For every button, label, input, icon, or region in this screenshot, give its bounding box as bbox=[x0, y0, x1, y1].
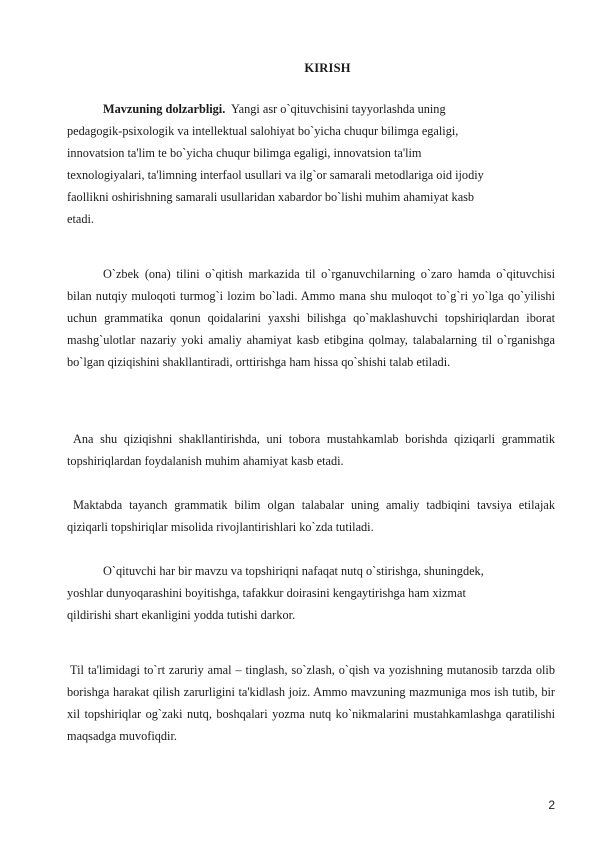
relevance-line: Yangi asr o`qituvchisini tayyorlashda uning bbox=[231, 102, 446, 116]
relevance-lead: Mavzuning dolzarbligi. bbox=[103, 102, 226, 116]
paragraph-school: Maktabda tayanch grammatik bilim olgan talabalar uning amaliy tadbiqini tavsiya etilajak qiziqarli topshiriqlar misolida rivojlantirishlari ko`zda tutiladi. bbox=[67, 498, 555, 534]
relevance-line: faollikni oshirishning samarali usullaridan xabardor bo`lishi muhim ahamiyat kasb bbox=[67, 190, 475, 204]
paragraph-relevance bbox=[67, 98, 555, 230]
teacher-line: O`qituvchi har bir mavzu va topshiriqni nafaqat nutq o`stirishga, shuningdek, bbox=[103, 564, 484, 578]
relevance-line: pedagogik-psixologik va intellektual salohiyat bo`yicha chuqur bilimga egaligi, bbox=[67, 124, 459, 138]
relevance-line: innovatsion ta'lim te bo`yicha chuqur bilimga egaligi, innovatsion ta'lim bbox=[67, 146, 422, 160]
relevance-line: texnologiyalari, ta'limning interfaol usullari va ilg`or samarali metodlariga oid ijodiy bbox=[67, 168, 484, 182]
paragraph-teacher bbox=[67, 560, 555, 626]
paragraph-interest: Ana shu qiziqishni shakllantirishda, uni tobora mustahkamlab borishda qiziqarli grammatik topshiriqlardan foydalanish muhim ahamiyat kasb etadi. bbox=[67, 432, 555, 468]
page-number: 2 bbox=[548, 798, 555, 812]
page-title: KIRISH bbox=[304, 61, 351, 75]
relevance-line: etadi. bbox=[67, 212, 94, 226]
paragraph-four-skills: Til ta'limidagi to`rt zaruriy amal – tinglash, so`zlash, o`qish va yozishning mutanosib tarzda olib borishga harakat qilish zarurligini ta'kidlash joiz. Ammo mavzuning mazmuniga mos ish tutib, bir xil topshiriqlar og`zaki nutq, boshqalari yozma nutq ko`nikmalarini mustahkamlashga qaratilishi maqsadga muvofiqdir. bbox=[67, 663, 555, 743]
teacher-line: qildirishi shart ekanligini yodda tutishi darkor. bbox=[67, 608, 296, 622]
teacher-line: yoshlar dunyoqarashini boyitishga, tafakkur doirasini kengaytirishga ham xizmat bbox=[67, 586, 466, 600]
paragraph-uzbek-language: O`zbek (ona) tilini o`qitish markazida til o`rganuvchilarning o`zaro hamda o`qituvchisi bilan nutqiy muloqoti turmog`i lozim bo`ladi. Ammo mana shu muloqot to`g`ri yo`lga qo`yilishi uchun grammatika qonun qoidalarini yaxshi bilishga qo`maklashuvchi topshiriqlardan iborat mashg`ulotlar nazariy yoki amaliy ahamiyat kasb etibgina qolmay, talabalarning til o`rganishga bo`lgan qiziqishini shakllantiradi, orttirishga ham hissa qo`shishi talab etiladi. bbox=[67, 267, 555, 369]
